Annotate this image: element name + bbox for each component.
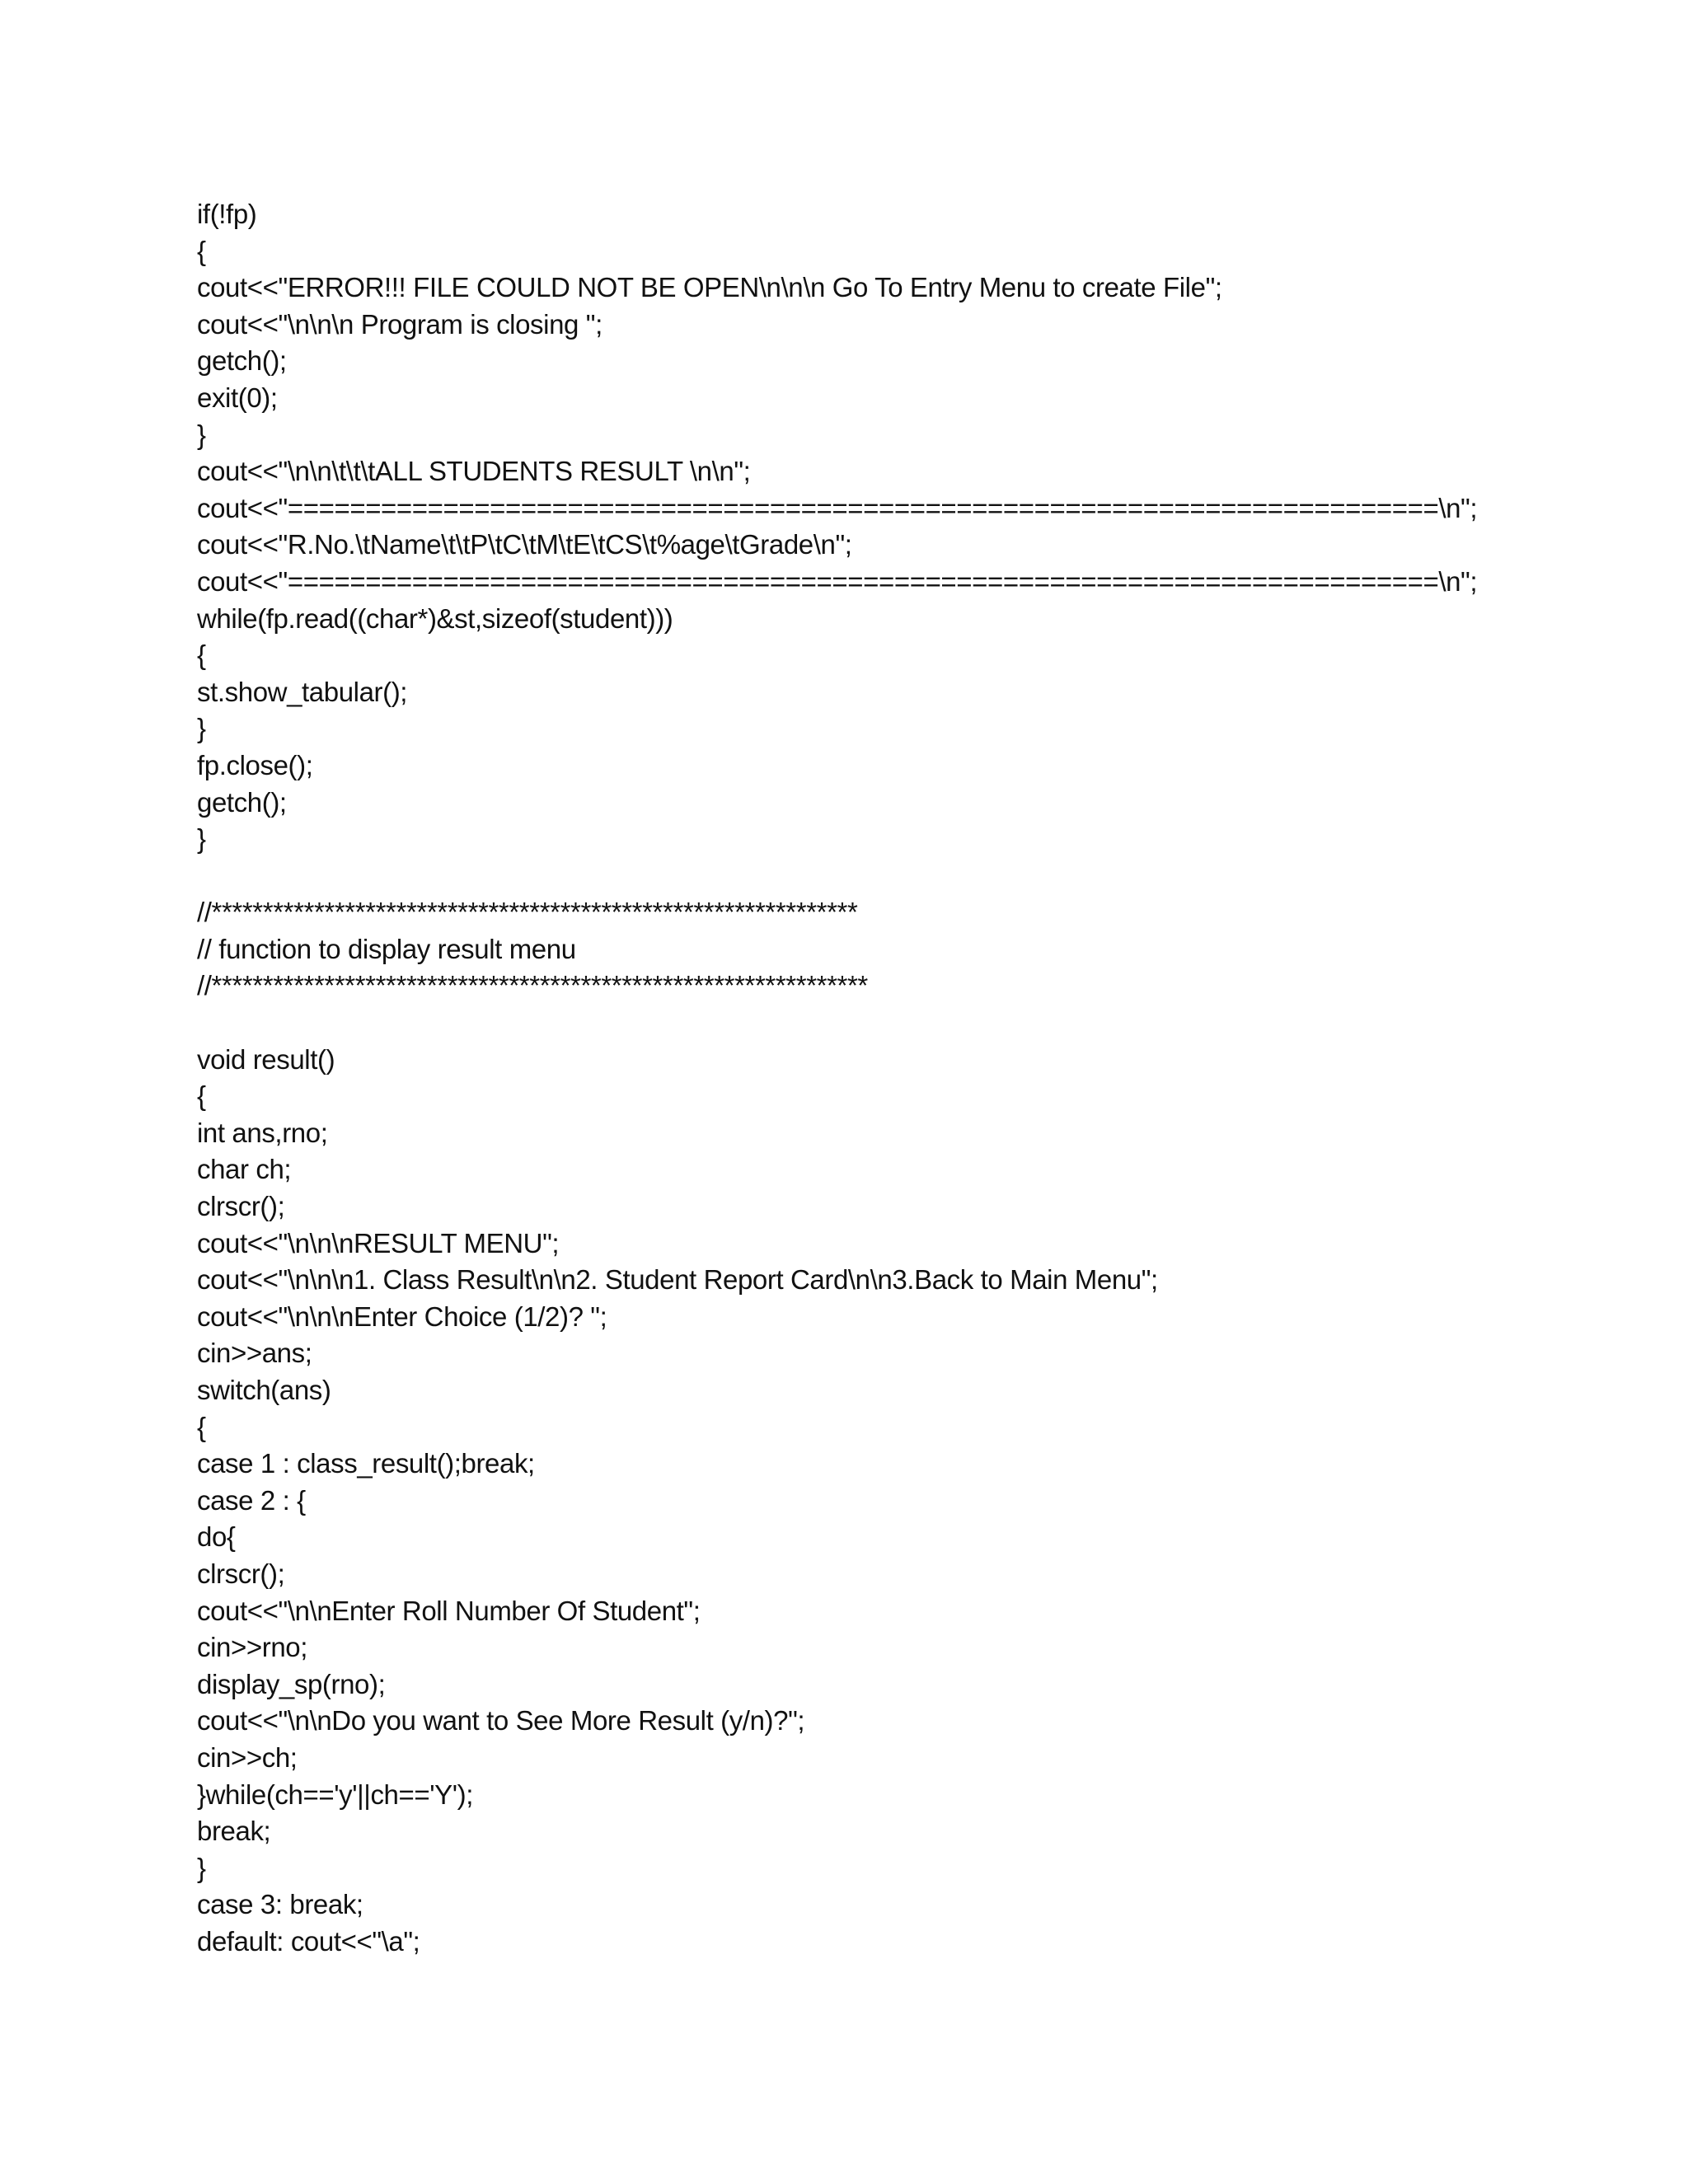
code-line: default: cout<<"\a"; [197, 1925, 420, 1957]
code-line: break; [197, 1816, 271, 1847]
code-line: int ans,rno; [197, 1117, 328, 1148]
code-line: cout<<"\n\n\nRESULT MENU"; [197, 1227, 560, 1258]
code-line: getch(); [197, 345, 287, 377]
blank-line [197, 858, 1615, 895]
code-line: cout<<"\n\nDo you want to See More Result (y/n)?"; [197, 1705, 805, 1736]
code-line: { [197, 640, 206, 671]
code-line: do{ [197, 1521, 236, 1553]
code-line: clrscr(); [197, 1191, 285, 1222]
code-listing [197, 196, 1615, 1961]
code-line: clrscr(); [197, 1558, 285, 1589]
code-line: cout<<"\n\n\t\t\tALL STUDENTS RESULT \n\n"; [197, 456, 751, 487]
code-line: cout<<"==========================================================================\n"; [197, 492, 1478, 523]
code-line: getch(); [197, 786, 287, 818]
code-line: { [197, 1080, 206, 1112]
code-line: cout<<"\n\n\n1. Class Result\n\n2. Student Report Card\n\n3.Back to Main Menu"; [197, 1264, 1158, 1296]
code-line: cin>>rno; [197, 1632, 307, 1663]
code-line: { [197, 1411, 206, 1442]
code-line: if(!fp) [197, 199, 257, 229]
code-line: fp.close(); [197, 749, 313, 780]
code-line: cout<<"\n\n\nEnter Choice (1/2)? "; [197, 1301, 607, 1332]
code-line: st.show_tabular(); [197, 676, 408, 707]
code-line: } [197, 419, 206, 450]
blank-line [197, 1005, 1615, 1042]
code-line: case 2 : { [197, 1484, 306, 1516]
comment-line: // function to display result menu [197, 933, 576, 964]
code-line: } [197, 1852, 206, 1883]
code-line: void result() [197, 1043, 335, 1075]
code-line: case 3: break; [197, 1889, 363, 1920]
comment-line: //**************************************************************** [197, 970, 868, 1001]
code-line: cout<<"R.No.\tName\t\tP\tC\tM\tE\tCS\t%age\tGrade\n"; [197, 529, 852, 560]
code-line: case 1 : class_result();break; [197, 1448, 535, 1479]
code-line: cout<<"==========================================================================\n"; [197, 565, 1478, 597]
code-line: char ch; [197, 1154, 292, 1185]
code-line: { [197, 235, 206, 266]
code-line: display_sp(rno); [197, 1668, 386, 1699]
code-line: cout<<"\n\n\n Program is closing "; [197, 308, 603, 340]
code-line: exit(0); [197, 382, 278, 413]
code-line: cout<<"\n\nEnter Roll Number Of Student"; [197, 1595, 701, 1626]
code-line: cin>>ans; [197, 1338, 312, 1369]
code-line: cin>>ch; [197, 1741, 298, 1773]
code-line: while(fp.read((char*)&st,sizeof(student))) [197, 602, 673, 634]
code-line: }while(ch=='y'||ch=='Y'); [197, 1779, 474, 1810]
comment-line: //*************************************************************** [197, 897, 858, 928]
code-line: } [197, 823, 206, 855]
code-line: switch(ans) [197, 1375, 331, 1405]
code-line: } [197, 713, 206, 744]
code-line: cout<<"ERROR!!! FILE COULD NOT BE OPEN\n\n\n Go To Entry Menu to create File"; [197, 272, 1222, 303]
